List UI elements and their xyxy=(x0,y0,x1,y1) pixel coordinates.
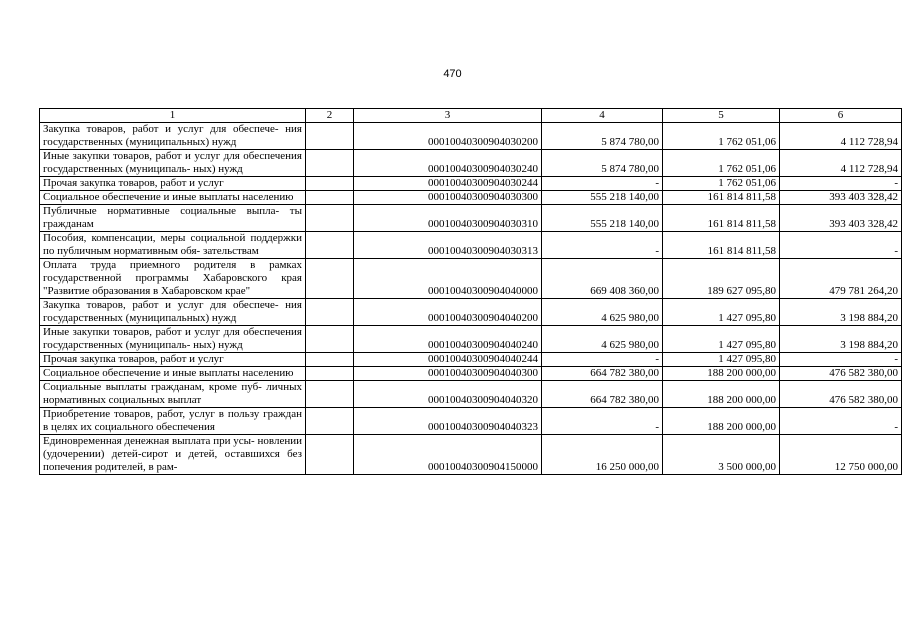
table-row xyxy=(40,367,902,381)
row-code-cell: 00010040300904030313 xyxy=(354,232,542,259)
row-column2-cell xyxy=(306,435,354,475)
row-value-col6-cell: 476 582 380,00 xyxy=(780,381,902,408)
row-value-col5-cell: 161 814 811,58 xyxy=(663,191,780,205)
row-value-col6-cell: 4 112 728,94 xyxy=(780,150,902,177)
row-value-col4-cell: 5 874 780,00 xyxy=(542,150,663,177)
budget-table xyxy=(39,108,902,475)
row-value-col6-cell: 3 198 884,20 xyxy=(780,299,902,326)
column-header-4: 4 xyxy=(542,109,663,123)
row-value-col6-cell: 4 112 728,94 xyxy=(780,123,902,150)
row-column2-cell xyxy=(306,326,354,353)
row-value-col6-cell: - xyxy=(780,232,902,259)
row-value-col5-cell: 188 200 000,00 xyxy=(663,367,780,381)
table-row xyxy=(40,123,902,150)
row-value-col5-cell: 189 627 095,80 xyxy=(663,259,780,299)
row-value-col5-cell: 161 814 811,58 xyxy=(663,205,780,232)
row-name-cell: Публичные нормативные социальные выпла- ты гражданам xyxy=(40,205,306,232)
table-body xyxy=(40,123,902,475)
row-value-col5-cell: 1 762 051,06 xyxy=(663,123,780,150)
row-value-col4-cell: - xyxy=(542,408,663,435)
row-column2-cell xyxy=(306,259,354,299)
row-value-col5-cell: 3 500 000,00 xyxy=(663,435,780,475)
row-name-cell: Приобретение товаров, работ, услуг в пользу граждан в целях их социального обеспечения xyxy=(40,408,306,435)
row-name-cell: Пособия, компенсации, меры социальной поддержки по публичным нормативным обя- зательствам xyxy=(40,232,306,259)
row-name-cell: Закупка товаров, работ и услуг для обеспече- ния государственных (муниципальных) нужд xyxy=(40,123,306,150)
row-column2-cell xyxy=(306,177,354,191)
row-name-cell: Оплата труда приемного родителя в рамках государственной программы Хабаровского края "Развитие образования в Хабаровском крае" xyxy=(40,259,306,299)
row-column2-cell xyxy=(306,381,354,408)
row-column2-cell xyxy=(306,191,354,205)
row-name-cell: Социальные выплаты гражданам, кроме пуб- личных нормативных социальных выплат xyxy=(40,381,306,408)
row-value-col5-cell: 188 200 000,00 xyxy=(663,381,780,408)
row-code-cell: 00010040300904030300 xyxy=(354,191,542,205)
row-name-cell: Прочая закупка товаров, работ и услуг xyxy=(40,353,306,367)
row-code-cell: 00010040300904040000 xyxy=(354,259,542,299)
table-row xyxy=(40,326,902,353)
row-value-col6-cell: - xyxy=(780,177,902,191)
row-value-col4-cell: 4 625 980,00 xyxy=(542,299,663,326)
row-value-col5-cell: 1 762 051,06 xyxy=(663,177,780,191)
row-column2-cell xyxy=(306,353,354,367)
row-value-col4-cell: 669 408 360,00 xyxy=(542,259,663,299)
row-code-cell: 00010040300904150000 xyxy=(354,435,542,475)
table-row xyxy=(40,232,902,259)
table-row xyxy=(40,408,902,435)
row-code-cell: 00010040300904030310 xyxy=(354,205,542,232)
row-column2-cell xyxy=(306,205,354,232)
table-row xyxy=(40,353,902,367)
row-value-col4-cell: 555 218 140,00 xyxy=(542,205,663,232)
row-value-col5-cell: 1 427 095,80 xyxy=(663,299,780,326)
page-number: 470 xyxy=(443,68,462,80)
row-name-cell: Единовременная денежная выплата при усы- новлении (удочерении) детей-сирот и детей, оставшихся без попечения родителей, в рам- xyxy=(40,435,306,475)
row-name-cell: Социальное обеспечение и иные выплаты населению xyxy=(40,367,306,381)
row-value-col4-cell: 4 625 980,00 xyxy=(542,326,663,353)
row-value-col4-cell: - xyxy=(542,232,663,259)
row-value-col5-cell: 1 762 051,06 xyxy=(663,150,780,177)
row-column2-cell xyxy=(306,150,354,177)
row-name-cell: Социальное обеспечение и иные выплаты населению xyxy=(40,191,306,205)
table-header-row xyxy=(40,109,902,123)
row-code-cell: 00010040300904040200 xyxy=(354,299,542,326)
row-value-col4-cell: 664 782 380,00 xyxy=(542,381,663,408)
row-column2-cell xyxy=(306,299,354,326)
row-code-cell: 00010040300904030244 xyxy=(354,177,542,191)
row-value-col4-cell: 555 218 140,00 xyxy=(542,191,663,205)
row-code-cell: 00010040300904040240 xyxy=(354,326,542,353)
row-value-col5-cell: 161 814 811,58 xyxy=(663,232,780,259)
row-value-col6-cell: 12 750 000,00 xyxy=(780,435,902,475)
row-name-cell: Закупка товаров, работ и услуг для обеспече- ния государственных (муниципальных) нужд xyxy=(40,299,306,326)
row-code-cell: 00010040300904040300 xyxy=(354,367,542,381)
row-value-col6-cell: 479 781 264,20 xyxy=(780,259,902,299)
row-value-col6-cell: - xyxy=(780,408,902,435)
row-column2-cell xyxy=(306,123,354,150)
row-value-col6-cell: - xyxy=(780,353,902,367)
row-value-col6-cell: 393 403 328,42 xyxy=(780,191,902,205)
table-row xyxy=(40,299,902,326)
row-value-col6-cell: 3 198 884,20 xyxy=(780,326,902,353)
row-value-col5-cell: 1 427 095,80 xyxy=(663,326,780,353)
table-row xyxy=(40,205,902,232)
row-code-cell: 00010040300904030240 xyxy=(354,150,542,177)
row-column2-cell xyxy=(306,408,354,435)
row-code-cell: 00010040300904040320 xyxy=(354,381,542,408)
row-value-col4-cell: 16 250 000,00 xyxy=(542,435,663,475)
row-value-col6-cell: 476 582 380,00 xyxy=(780,367,902,381)
row-code-cell: 00010040300904040244 xyxy=(354,353,542,367)
row-value-col6-cell: 393 403 328,42 xyxy=(780,205,902,232)
row-value-col5-cell: 1 427 095,80 xyxy=(663,353,780,367)
row-name-cell: Иные закупки товаров, работ и услуг для обеспечения государственных (муниципаль- ных) нужд xyxy=(40,326,306,353)
column-header-6: 6 xyxy=(780,109,902,123)
table-row xyxy=(40,381,902,408)
row-name-cell: Прочая закупка товаров, работ и услуг xyxy=(40,177,306,191)
row-value-col5-cell: 188 200 000,00 xyxy=(663,408,780,435)
table-row xyxy=(40,177,902,191)
column-header-1: 1 xyxy=(40,109,306,123)
table-row xyxy=(40,435,902,475)
row-value-col4-cell: 664 782 380,00 xyxy=(542,367,663,381)
table-row xyxy=(40,259,902,299)
column-header-2: 2 xyxy=(306,109,354,123)
column-header-3: 3 xyxy=(354,109,542,123)
row-value-col4-cell: - xyxy=(542,177,663,191)
row-code-cell: 00010040300904040323 xyxy=(354,408,542,435)
row-code-cell: 00010040300904030200 xyxy=(354,123,542,150)
row-column2-cell xyxy=(306,232,354,259)
row-name-cell: Иные закупки товаров, работ и услуг для обеспечения государственных (муниципаль- ных) нужд xyxy=(40,150,306,177)
table-row xyxy=(40,191,902,205)
table-row xyxy=(40,150,902,177)
row-value-col4-cell: - xyxy=(542,353,663,367)
row-value-col4-cell: 5 874 780,00 xyxy=(542,123,663,150)
column-header-5: 5 xyxy=(663,109,780,123)
row-column2-cell xyxy=(306,367,354,381)
